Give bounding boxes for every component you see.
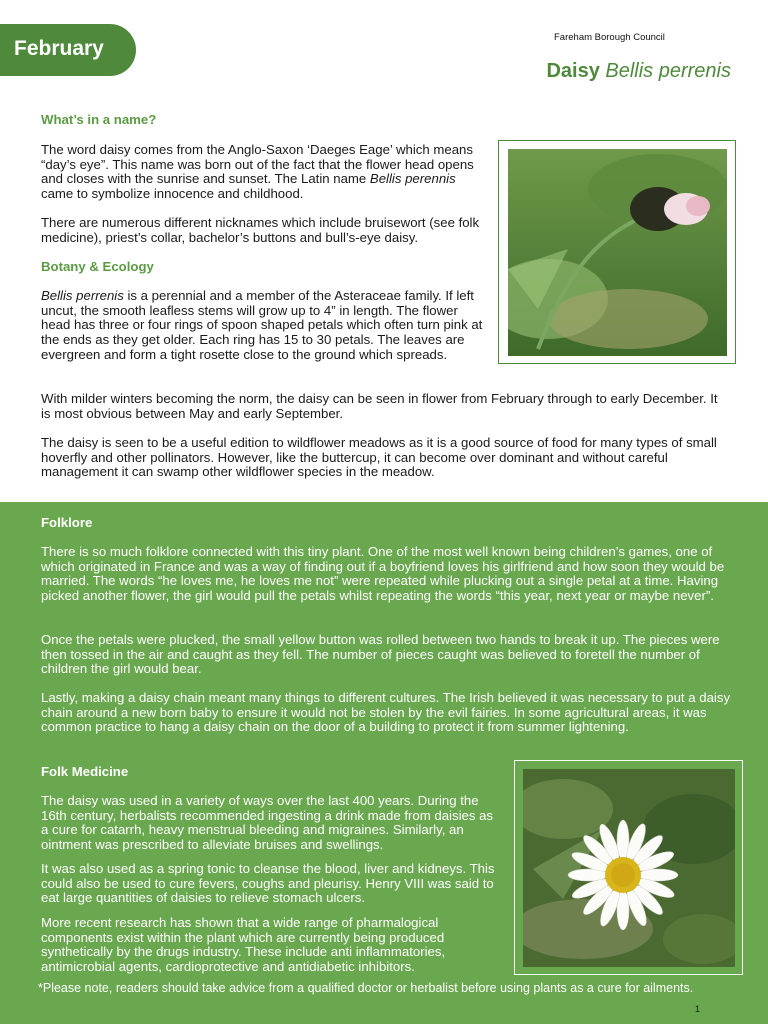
daisy-bud-photo-frame bbox=[498, 140, 736, 364]
folklore-paragraph-3: Lastly, making a daisy chain meant many things to different cultures. The Irish believed it was necessary to put a daisy chain around a new born baby to ensure it would not be stolen by the evil fairies. In some agricultural areas, it was common practice to hang a daisy chain on the door of a building to protect it from summer lightening. bbox=[41, 690, 731, 735]
month-tab bbox=[0, 24, 136, 76]
name-p1-latin: Bellis perennis bbox=[369, 171, 456, 187]
page-number: 1 bbox=[695, 1004, 701, 1014]
page-title bbox=[546, 60, 731, 83]
botany-paragraph-3: The daisy is seen to be a useful edition to wildflower meadows as it is a good source of food for many types of small hoverfly and other pollinators. However, like the buttercup, it can become over dominant and without careful management it can swamp other wildflower species in the meadow. bbox=[41, 435, 717, 480]
medicine-paragraph-1: The daisy was used in a variety of ways over the last 400 years. During the 16th century, herbalists recommended ingesting a drink made from daisies as a cure for catarrh, heavy menstrual bleeding and migraines. Similarly, an ointment was prescribed to alleviate bruises and swellings. bbox=[41, 793, 494, 853]
month-label: February bbox=[14, 37, 104, 60]
name-p1-text: The word daisy comes from the Anglo-Saxon ‘Daeges Eage’ which means “day’s eye”. This name was born out of the fact that the flower head opens and closes with the sunrise and sunset. The Latin name bbox=[41, 142, 474, 187]
council-name: Fareham Borough Council bbox=[554, 32, 665, 43]
medicine-paragraph-3: More recent research has shown that a wide range of pharmalogical components exist within the plant which are currently being produced synthetically by the drugs industry. These include anti inflammatories, antimicrobial agents, cardioprotective and antidiabetic inhibitors. bbox=[41, 915, 446, 975]
folklore-paragraph-2: Once the petals were plucked, the small yellow button was rolled between two hands to break it up. The pieces were then tossed in the air and caught as they fell. The number of pieces caught was believed to foretell the number of children the girl would bear. bbox=[41, 632, 720, 677]
name-paragraph-1 bbox=[41, 143, 486, 202]
folklore-heading: Folklore bbox=[41, 515, 93, 530]
open-daisy-photo-frame bbox=[514, 760, 743, 975]
name-p1-end: came to symbolize innocence and childhood. bbox=[41, 186, 304, 202]
daisy-bud-photo bbox=[508, 149, 727, 356]
botany-paragraph-2: With milder winters becoming the norm, the daisy can be seen in flower from February through to early December. It is most obvious between May and early September. bbox=[41, 391, 718, 421]
folklore-paragraph-1: There is so much folklore connected with this tiny plant. One of the most well known being children’s games, one of which originated in France and was a way of finding out if a boyfriend loves his girlfriend and how soon they would be married. The words “he loves me, he loves me not” were repeated while plucking out a single petal at a time. Having picked another flower, the girl would pull the petals whilst repeating the words “this year, next year or maybe never”. bbox=[41, 544, 725, 604]
medical-disclaimer: *Please note, readers should take advice from a qualified doctor or herbalist before using plants as a cure for ailments. bbox=[38, 981, 694, 995]
botany-paragraph-1 bbox=[41, 289, 488, 363]
botany-p1-latin: Bellis perrenis bbox=[41, 288, 124, 303]
botany-heading: Botany & Ecology bbox=[41, 259, 154, 274]
name-heading: What’s in a name? bbox=[41, 112, 157, 127]
name-paragraph-2: There are numerous different nicknames which include bruisewort (see folk medicine), priest’s collar, bachelor’s buttons and bull’s-eye daisy. bbox=[41, 215, 480, 245]
botany-p1-text: is a perennial and a member of the Asteraceae family. If left uncut, the smooth leafless stems will grow up to 4” in length. The flower head has three or four rings of spoon shaped petals which often turn pink at the ends as they get older. Each ring has 15 to 30 petals. The leaves are evergreen and form a tight rosette close to the ground which spreads. bbox=[41, 288, 483, 362]
open-daisy-photo bbox=[523, 769, 735, 967]
common-name: Daisy bbox=[546, 60, 600, 82]
latin-name: Bellis perrenis bbox=[605, 60, 731, 82]
medicine-heading: Folk Medicine bbox=[41, 764, 129, 779]
medicine-paragraph-2: It was also used as a spring tonic to cleanse the blood, liver and kidneys. This could also be used to cure fevers, coughs and pleurisy. Henry VIII was said to eat large quantities of daisies to relieve stomach ulcers. bbox=[41, 861, 495, 906]
